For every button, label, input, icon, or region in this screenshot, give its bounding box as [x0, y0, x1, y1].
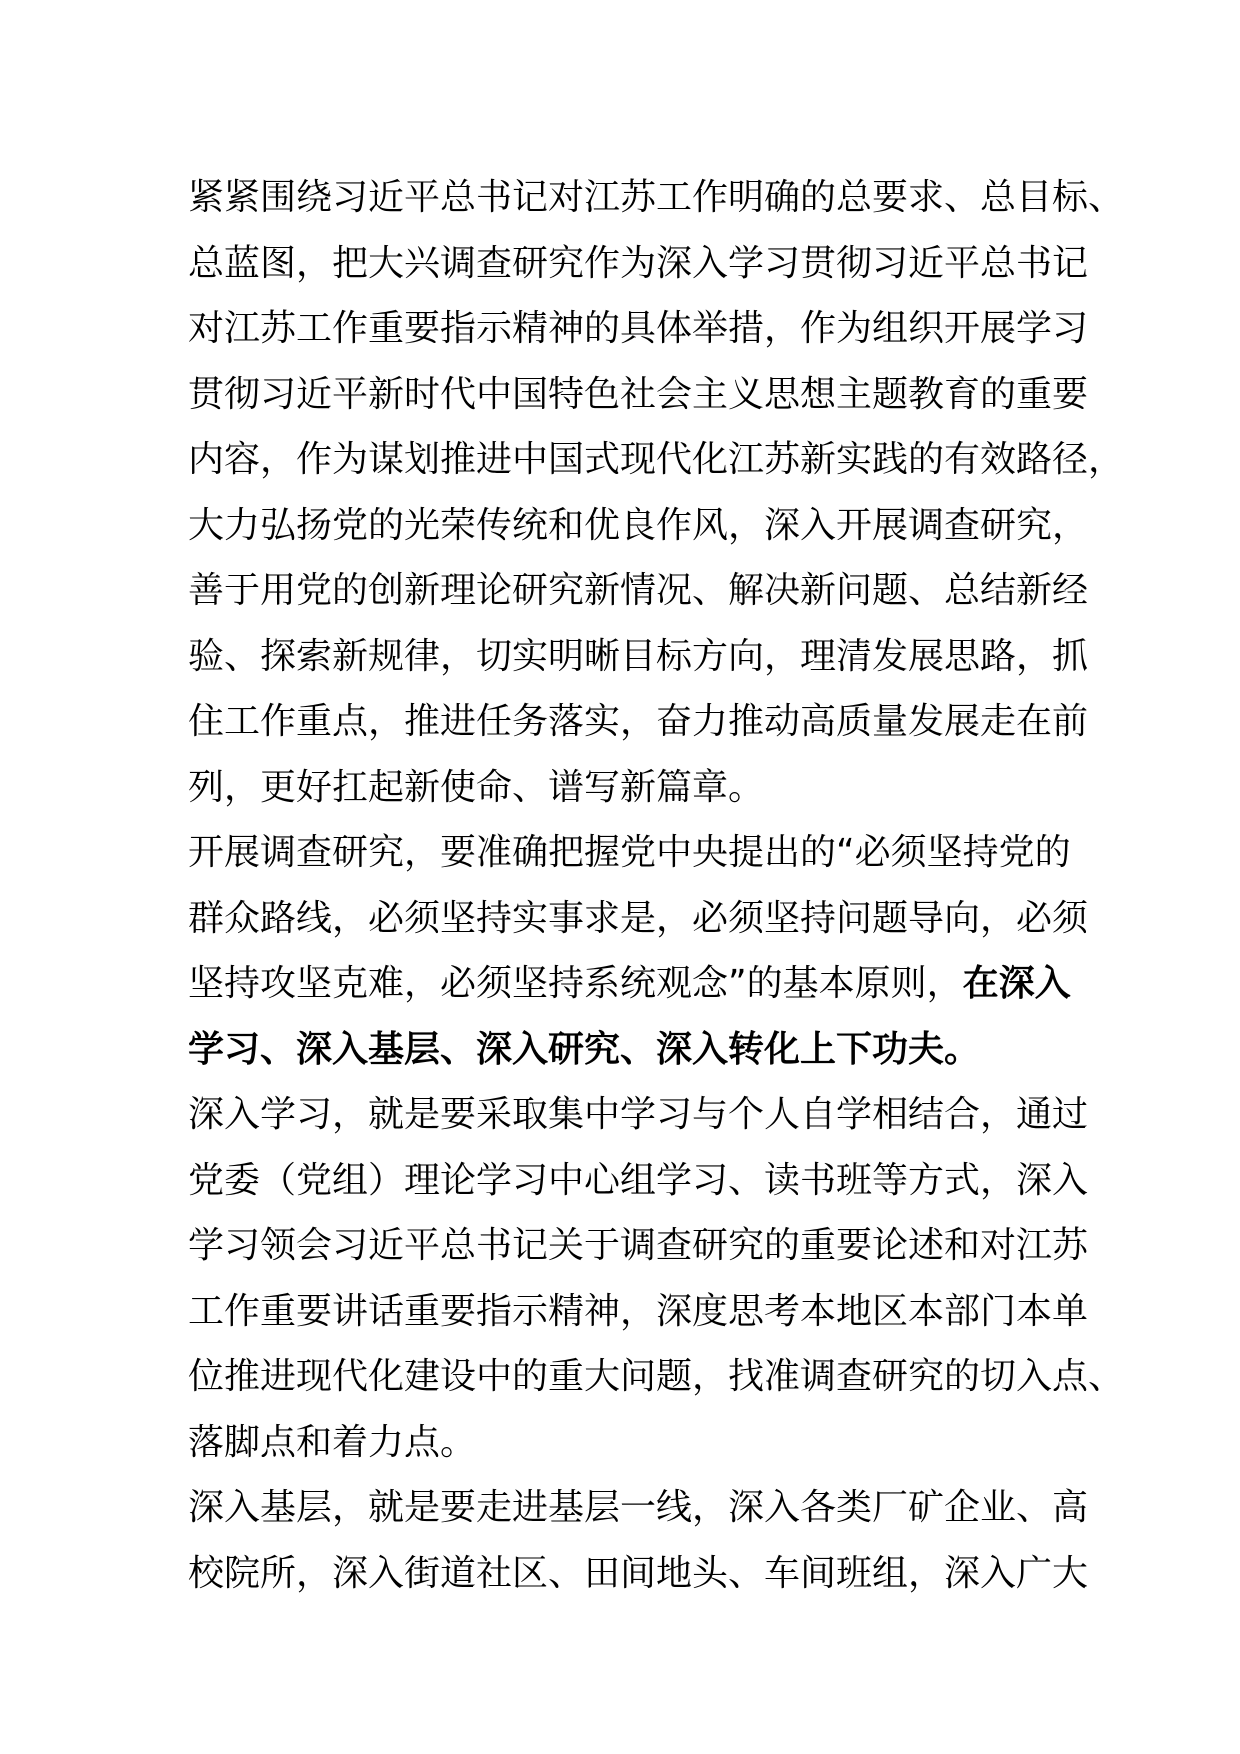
text-line: 贯彻习近平新时代中国特色社会主义思想主题教育的重要	[188, 373, 1089, 415]
text-line: 总蓝图，把大兴调查研究作为深入学习贯彻习近平总书记	[188, 242, 1089, 284]
bold-text-run: 在深入	[962, 963, 1071, 1004]
text-line: 开展调查研究，要准确把握党中央提出的“必须坚持党的	[188, 832, 1071, 873]
text-line: 善于用党的创新理论研究新情况、解决新问题、总结新经	[188, 570, 1089, 611]
text-line-mixed	[188, 951, 1071, 1017]
paragraph-1	[188, 165, 1125, 820]
text-line: 工作重要讲话重要指示精神，深度思考本地区本部门本单	[188, 1290, 1089, 1332]
text-line: 大力弘扬党的光荣传统和优良作风，深入开展调查研究，	[188, 504, 1089, 546]
text-run: 坚持攻坚克难，必须坚持系统观念”的基本原则，	[188, 963, 963, 1004]
text-line: 党委（党组）理论学习中心组学习、读书班等方式，深入	[188, 1159, 1089, 1201]
text-line: 群众路线，必须坚持实事求是，必须坚持问题导向，必须	[188, 897, 1089, 939]
text-line: 紧紧围绕习近平总书记对江苏工作明确的总要求、总目标、	[188, 177, 1125, 218]
text-line: 深入学习，就是要采取集中学习与个人自学相结合，通过	[188, 1094, 1089, 1135]
document-body	[188, 165, 1125, 1606]
text-line: 内容，作为谋划推进中国式现代化江苏新实践的有效路径，	[188, 439, 1125, 480]
text-line: 学习领会习近平总书记关于调查研究的重要论述和对江苏	[188, 1225, 1089, 1266]
bold-text-line: 学习、深入基层、深入研究、深入转化上下功夫。	[188, 1028, 981, 1070]
text-line: 校院所，深入街道社区、田间地头、车间班组，深入广大	[188, 1552, 1089, 1594]
text-line: 落脚点和着力点。	[188, 1421, 477, 1463]
paragraph-4	[188, 1475, 1089, 1606]
text-line: 列，更好扛起新使命、谱写新篇章。	[188, 766, 765, 808]
text-line: 对江苏工作重要指示精神的具体举措，作为组织开展学习	[188, 308, 1089, 349]
text-line: 位推进现代化建设中的重大问题，找准调查研究的切入点、	[188, 1356, 1125, 1397]
paragraph-2	[188, 820, 1089, 1082]
paragraph-3	[188, 1082, 1125, 1475]
text-line: 深入基层，就是要走进基层一线，深入各类厂矿企业、高	[188, 1487, 1089, 1528]
text-line: 住工作重点，推进任务落实，奋力推动高质量发展走在前	[188, 701, 1089, 742]
text-line: 验、探索新规律，切实明晰目标方向，理清发展思路，抓	[188, 635, 1089, 677]
